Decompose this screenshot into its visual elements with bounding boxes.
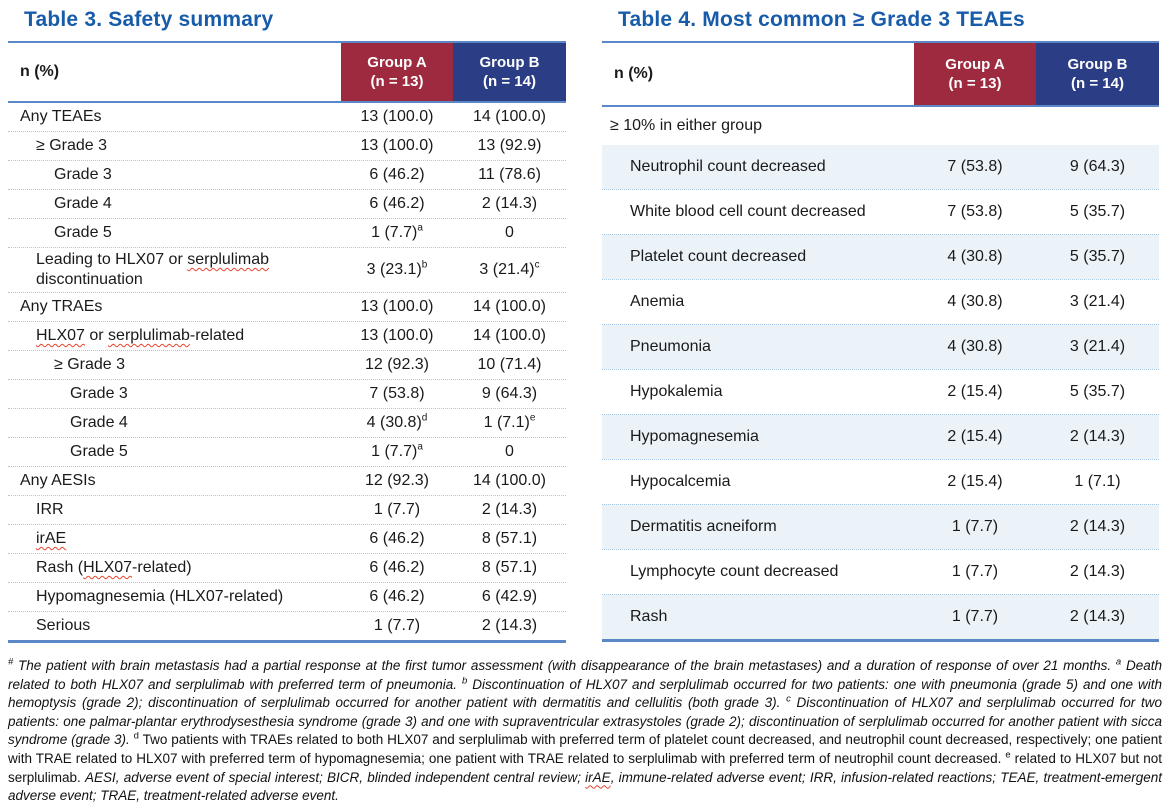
value-group-b: 2 (14.3) [481, 617, 538, 634]
table3-title: Table 3. Safety summary [24, 8, 274, 31]
table4 [602, 41, 1159, 642]
value-group-b: 6 (42.9) [481, 588, 538, 605]
value-group-a: 4 (30.8) [947, 248, 1003, 265]
row-label-text: Dermatitis acneiform [630, 518, 777, 535]
table-row [602, 549, 1159, 594]
value-group-b: 2 (14.3) [481, 195, 538, 212]
value-group-b: 0 [505, 443, 514, 460]
value-group-b: 13 (92.9) [477, 137, 542, 154]
row-label-text: White blood cell count decreased [630, 203, 866, 220]
value-group-b: 1 (7.1) [1074, 473, 1121, 490]
value-group-a: 13 (100.0) [360, 327, 434, 344]
table3 [8, 41, 566, 643]
value-group-a: 12 (92.3) [364, 356, 430, 373]
row-label-text: IRR [36, 501, 64, 518]
row-label [602, 155, 914, 179]
table-row [602, 145, 1159, 189]
value-group-b: 2 (14.3) [1069, 563, 1126, 580]
row-label-text: Hypomagnesemia (HLX07-related) [36, 588, 284, 605]
table3-header-group-b [453, 43, 566, 101]
table-row [602, 369, 1159, 414]
value-group-a: 4 (30.8) [947, 293, 1003, 310]
value-group-b: 10 (71.4) [477, 356, 542, 373]
row-label [8, 498, 341, 522]
table3-body [8, 103, 566, 640]
row-label [8, 469, 341, 493]
value-group-b: 8 (57.1) [481, 559, 538, 576]
table-row [8, 189, 566, 218]
value-group-b: 5 (35.7) [1069, 248, 1126, 265]
row-label [8, 105, 341, 129]
row-label [8, 324, 341, 348]
row-label-text: Grade 3 [54, 166, 112, 183]
footnote-segment: AESI, adverse event of special interest; BICR, blinded independent central review; [84, 769, 586, 785]
row-label-text: Any TEAEs [20, 108, 102, 125]
footnote-segment: Two patients with TRAEs related to both HLX07 and serplulimab with preferred term of platelet count decreased, and neutrophil count decreased, respectively; one patient with TRAE related to HLX07 with preferred term of hypomagnesemia; one patient with TRAE related to serplulimab with preferred term of neutrophil count decreased. [8, 732, 1162, 766]
value-group-a: 12 (92.3) [364, 472, 430, 489]
table-row [8, 292, 566, 321]
table4-header-row [602, 43, 1159, 107]
value-group-b: 9 (64.3) [1069, 158, 1126, 175]
row-label-text: Grade 4 [70, 414, 128, 431]
row-label [602, 200, 914, 224]
table-row [602, 234, 1159, 279]
row-label [8, 295, 341, 319]
value-group-b: 9 (64.3) [481, 385, 538, 402]
group-b-name: Group B [479, 53, 540, 71]
value-group-b: 0 [505, 224, 514, 241]
tables-region [8, 6, 1162, 643]
table-row [8, 247, 566, 292]
value-group-a: 1 (7.7) [951, 518, 999, 535]
table-row [8, 131, 566, 160]
row-label [8, 527, 341, 551]
row-label [8, 382, 341, 406]
table-row [8, 160, 566, 189]
table-row [602, 279, 1159, 324]
table-row [8, 466, 566, 495]
footnote-marker: e [1005, 749, 1011, 761]
table4-subheader-label: ≥ 10% in either group [610, 117, 762, 134]
row-label-text: -related) [132, 559, 192, 576]
value-group-a: 7 (53.8) [947, 203, 1003, 220]
table-row [8, 408, 566, 437]
value-group-a: 4 (30.8) [947, 338, 1003, 355]
table-row [8, 524, 566, 553]
row-label [602, 290, 914, 314]
row-label [602, 380, 914, 404]
value-group-b: 14 (100.0) [473, 298, 546, 315]
row-label-text: -related [189, 327, 245, 344]
value-group-b: 14 (100.0) [473, 108, 546, 125]
row-label-text: Platelet count decreased [630, 248, 807, 265]
value-group-a: 2 (15.4) [947, 428, 1003, 445]
row-label-text: Grade 4 [54, 195, 112, 212]
value-group-b: 3 (21.4) [1069, 338, 1126, 355]
row-label [602, 245, 914, 269]
table-row [602, 459, 1159, 504]
row-label [8, 411, 341, 435]
value-group-a: 2 (15.4) [947, 383, 1003, 400]
row-label-text: HLX07 [83, 559, 133, 576]
row-label [602, 605, 914, 629]
value-group-a: 13 (100.0) [360, 298, 434, 315]
row-label-text: serplulimab [108, 327, 190, 344]
row-label [8, 585, 341, 609]
table-row [8, 495, 566, 524]
row-label-text: Anemia [630, 293, 685, 310]
row-label-text: Grade 5 [70, 443, 128, 460]
row-label-text: HLX07 [36, 327, 85, 344]
row-label-text: Hypomagnesemia [630, 428, 759, 445]
row-label-text: Grade 5 [54, 224, 112, 241]
value-group-a: 1 $(7.7)^a$ [371, 222, 423, 241]
group-a-name: Group A [367, 53, 427, 71]
footnote-segment: Death related to both HLX07 and serplulimab with preferred term of pneumonia. [8, 658, 1162, 692]
table4-header-label: n (%) [614, 65, 654, 82]
table-row [602, 324, 1159, 369]
value-group-a: 6 (46.2) [369, 166, 425, 183]
table4-section [602, 6, 1159, 642]
group-b-name: Group B [1067, 55, 1128, 73]
row-label [8, 556, 341, 580]
value-group-a: 4 $(30.8)^d$ [366, 412, 428, 431]
row-label [8, 221, 341, 245]
value-group-b: 14 (100.0) [473, 472, 546, 489]
table-row [8, 582, 566, 611]
value-group-a: 13 (100.0) [360, 137, 434, 154]
row-label-text: Rash ( [36, 559, 84, 576]
row-label [8, 353, 341, 377]
row-label-text: Hypocalcemia [630, 473, 731, 490]
row-label-text: Rash [630, 608, 668, 625]
table-row [8, 321, 566, 350]
table-row [8, 350, 566, 379]
table3-section [8, 6, 566, 643]
table3-header-row [8, 43, 566, 103]
value-group-b: 5 (35.7) [1069, 203, 1126, 220]
footnote-marker: c [786, 693, 791, 705]
value-group-b: 5 (35.7) [1069, 383, 1126, 400]
row-label [8, 192, 341, 216]
row-label-text: Hypokalemia [630, 383, 723, 400]
footnote-segment: related to HLX07 but not serplulimab. [8, 750, 1162, 785]
value-group-a: 7 (53.8) [947, 158, 1003, 175]
table4-body [602, 145, 1159, 639]
table-row [8, 437, 566, 466]
value-group-b: 2 (14.3) [1069, 428, 1126, 445]
row-label [8, 614, 341, 638]
value-group-a: 7 (53.8) [369, 385, 425, 402]
footnote-segment: irAE [585, 769, 611, 785]
value-group-a: 6 (46.2) [369, 195, 425, 212]
row-label-text: Grade 3 [70, 385, 128, 402]
group-b-n: (n = 14) [1071, 75, 1124, 92]
footnote-segment: Discontinuation of HLX07 and serplulimab occurred for two patients: one with pneumonia (grade 5) and one with hemoptysis (grade 2); discontinuation of serplulimab occurred for another patient with dermatitis and cellulitis (both grade 3). [8, 676, 1162, 711]
footnote-text [8, 657, 1162, 806]
value-group-b: 2 (14.3) [481, 501, 538, 518]
row-label-text: Leading to HLX07 or [36, 251, 188, 268]
group-a-name: Group A [945, 55, 1005, 73]
value-group-a: 2 (15.4) [947, 473, 1003, 490]
table-row [8, 611, 566, 640]
row-label-text: or [84, 327, 109, 344]
table-row [602, 414, 1159, 459]
row-label-text: discontinuation [36, 271, 143, 288]
group-a-n: (n = 13) [370, 73, 424, 90]
row-label [602, 425, 914, 449]
table-row [602, 504, 1159, 549]
value-group-a: 1 (7.7) [373, 617, 421, 634]
table4-subheader-row [602, 107, 1159, 145]
value-group-b: 1 $(7.1)^e$ [483, 412, 536, 431]
row-label-text: serplulimab [187, 251, 270, 268]
table4-header-group-b [1036, 43, 1159, 105]
row-label [8, 440, 341, 464]
table-row [8, 218, 566, 247]
table3-header-label: n (%) [20, 63, 60, 80]
value-group-a: 1 $(7.7)^a$ [371, 441, 423, 460]
value-group-b: 14 (100.0) [473, 327, 546, 344]
group-a-n: (n = 13) [948, 75, 1002, 92]
value-group-a: 1 (7.7) [951, 608, 999, 625]
value-group-b: 2 (14.3) [1069, 518, 1126, 535]
value-group-a: 6 (46.2) [369, 530, 425, 547]
table4-header-group-a [914, 43, 1036, 105]
row-label [602, 560, 914, 584]
row-label [602, 335, 914, 359]
table4-title: Table 4. Most common ≥ Grade 3 TEAEs [618, 8, 1025, 31]
value-group-a: 6 (46.2) [369, 588, 425, 605]
footnote-segment: Discontinuation of HLX07 and serplulimab occurred for two patients: one palmar-plantar erythrodysesthesia syndrome (grade 3) and one with supraventricular extrasystoles (grade 2); discontinuation of serplulimab occurred for another patient with sicca syndrome (grade 3). [8, 695, 1162, 748]
table-row [8, 553, 566, 582]
table3-header-group-a [341, 43, 453, 101]
footnote-marker: b [461, 675, 468, 687]
table-row [602, 594, 1159, 639]
value-group-a: 1 (7.7) [373, 501, 421, 518]
value-group-a: 6 (46.2) [369, 559, 425, 576]
footnote-segment: The patient with brain metastasis had a partial response at the first tumor assessment (with disappearance of the brain metastases) and a duration of response of over 21 months. [13, 658, 1116, 673]
footnote-segment: , immune-related adverse event; IRR, infusion-related reactions; TEAE, treatment-emergent adverse event; TRAE, treatment-related adverse event. [8, 769, 1163, 804]
table-row [602, 189, 1159, 234]
row-label-text: Lymphocyte count decreased [630, 563, 839, 580]
footnote-marker: # [8, 656, 14, 668]
table-row [8, 103, 566, 131]
value-group-b: 3 (21.4) [1069, 293, 1126, 310]
row-label [8, 134, 341, 158]
row-label [602, 470, 914, 494]
row-label-text: ≥ Grade 3 [36, 137, 108, 154]
row-label-text: irAE [36, 530, 67, 547]
value-group-b: 3 $(21.4)^c$ [479, 259, 540, 278]
row-label-text: Any TRAEs [20, 298, 103, 315]
row-label-text: ≥ Grade 3 [54, 356, 126, 373]
footnote-marker: a [1115, 656, 1122, 668]
value-group-a: 1 (7.7) [951, 563, 999, 580]
value-group-b: 2 (14.3) [1069, 608, 1126, 625]
row-label-text: Pneumonia [630, 338, 711, 355]
value-group-b: 11 (78.6) [478, 166, 541, 183]
row-label [8, 163, 341, 187]
row-label-text: Any AESIs [20, 472, 96, 489]
row-label [602, 515, 914, 539]
table-row [8, 379, 566, 408]
row-label-text: Serious [36, 617, 91, 634]
row-label [8, 248, 341, 292]
group-b-n: (n = 14) [483, 73, 536, 90]
row-label-text: Neutrophil count decreased [630, 158, 826, 175]
value-group-b: 8 (57.1) [481, 530, 538, 547]
value-group-a: 3 $(23.1)^b$ [366, 259, 428, 278]
footnote-marker: d [133, 730, 139, 742]
value-group-a: 13 (100.0) [360, 108, 434, 125]
